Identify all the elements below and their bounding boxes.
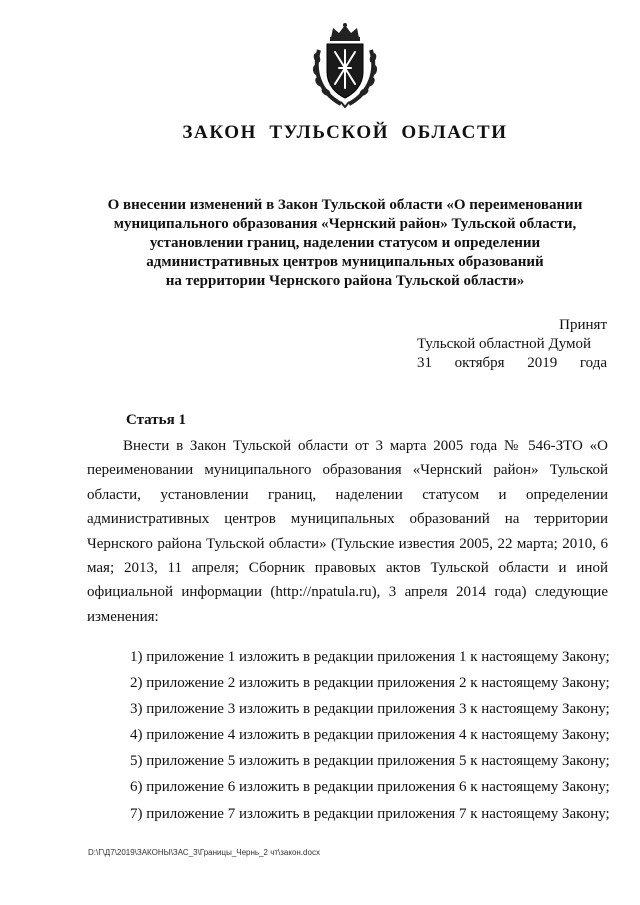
list-item: 7) приложение 7 изложить в редакции приложения 7 к настоящему Закону; bbox=[130, 805, 610, 822]
subject-line: на территории Чернского района Тульской области» bbox=[165, 273, 525, 289]
subject-line: О внесении изменений в Закон Тульской области «О переименовании bbox=[107, 197, 583, 213]
tula-coat-of-arms-icon bbox=[311, 22, 379, 108]
list-item: 2) приложение 2 изложить в редакции приложения 2 к настоящему Закону; bbox=[130, 675, 610, 692]
law-title: ЗАКОН ТУЛЬСКОЙ ОБЛАСТИ bbox=[182, 122, 508, 143]
amendment-list bbox=[130, 644, 610, 827]
adoption-year: 2019 bbox=[527, 355, 558, 371]
list-item: 3) приложение 3 изложить в редакции приложения 3 к настоящему Закону; bbox=[130, 701, 610, 718]
article-heading: Статья 1 bbox=[126, 412, 186, 428]
file-path-footer: D:\Г\Д7\2019\ЗАКОНЫ\ЗАС_3\Границы_Чернь_2 чт\закон.docx bbox=[88, 848, 320, 857]
list-item: 5) приложение 5 изложить в редакции приложения 5 к настоящему Закону; bbox=[130, 753, 610, 770]
subject-line: административных центров муниципальных образований bbox=[146, 254, 544, 270]
adoption-day: 31 bbox=[417, 355, 432, 371]
article-body bbox=[87, 434, 608, 629]
article-paragraph: Внести в Закон Тульской области от 3 марта 2005 года № 546-ЗТО «О переименовании муниципального образования «Чернский район» Тульской области, установлении границ, наделении статусом и определении административных центров муниципальных образований на территории Чернского района Тульской области» (Тульские известия 2005, 22 марта; 2010, 6 мая; 2013, 11 апреля; Сборник правовых актов Тульской области и иной официальной информации (http://npatula.ru), 3 апреля 2014 года) следующие изменения: bbox=[87, 438, 608, 625]
adoption-date bbox=[417, 354, 607, 373]
adopted-label: Принят bbox=[559, 317, 607, 333]
adoption-month: октября bbox=[454, 355, 505, 371]
law-subject-heading bbox=[100, 196, 590, 291]
subject-line: установлении границ, наделении статусом и определении bbox=[149, 235, 541, 251]
list-item: 4) приложение 4 изложить в редакции приложения 4 к настоящему Закону; bbox=[130, 727, 610, 744]
list-item: 6) приложение 6 изложить в редакции приложения 6 к настоящему Закону; bbox=[130, 779, 610, 796]
subject-line: муниципального образования «Чернский район» Тульской области, bbox=[113, 216, 577, 232]
list-item: 1) приложение 1 изложить в редакции приложения 1 к настоящему Закону; bbox=[130, 649, 610, 665]
adoption-year-word: года bbox=[579, 355, 607, 371]
adopted-by: Тульской областной Думой bbox=[417, 336, 592, 352]
adoption-block bbox=[417, 316, 607, 373]
